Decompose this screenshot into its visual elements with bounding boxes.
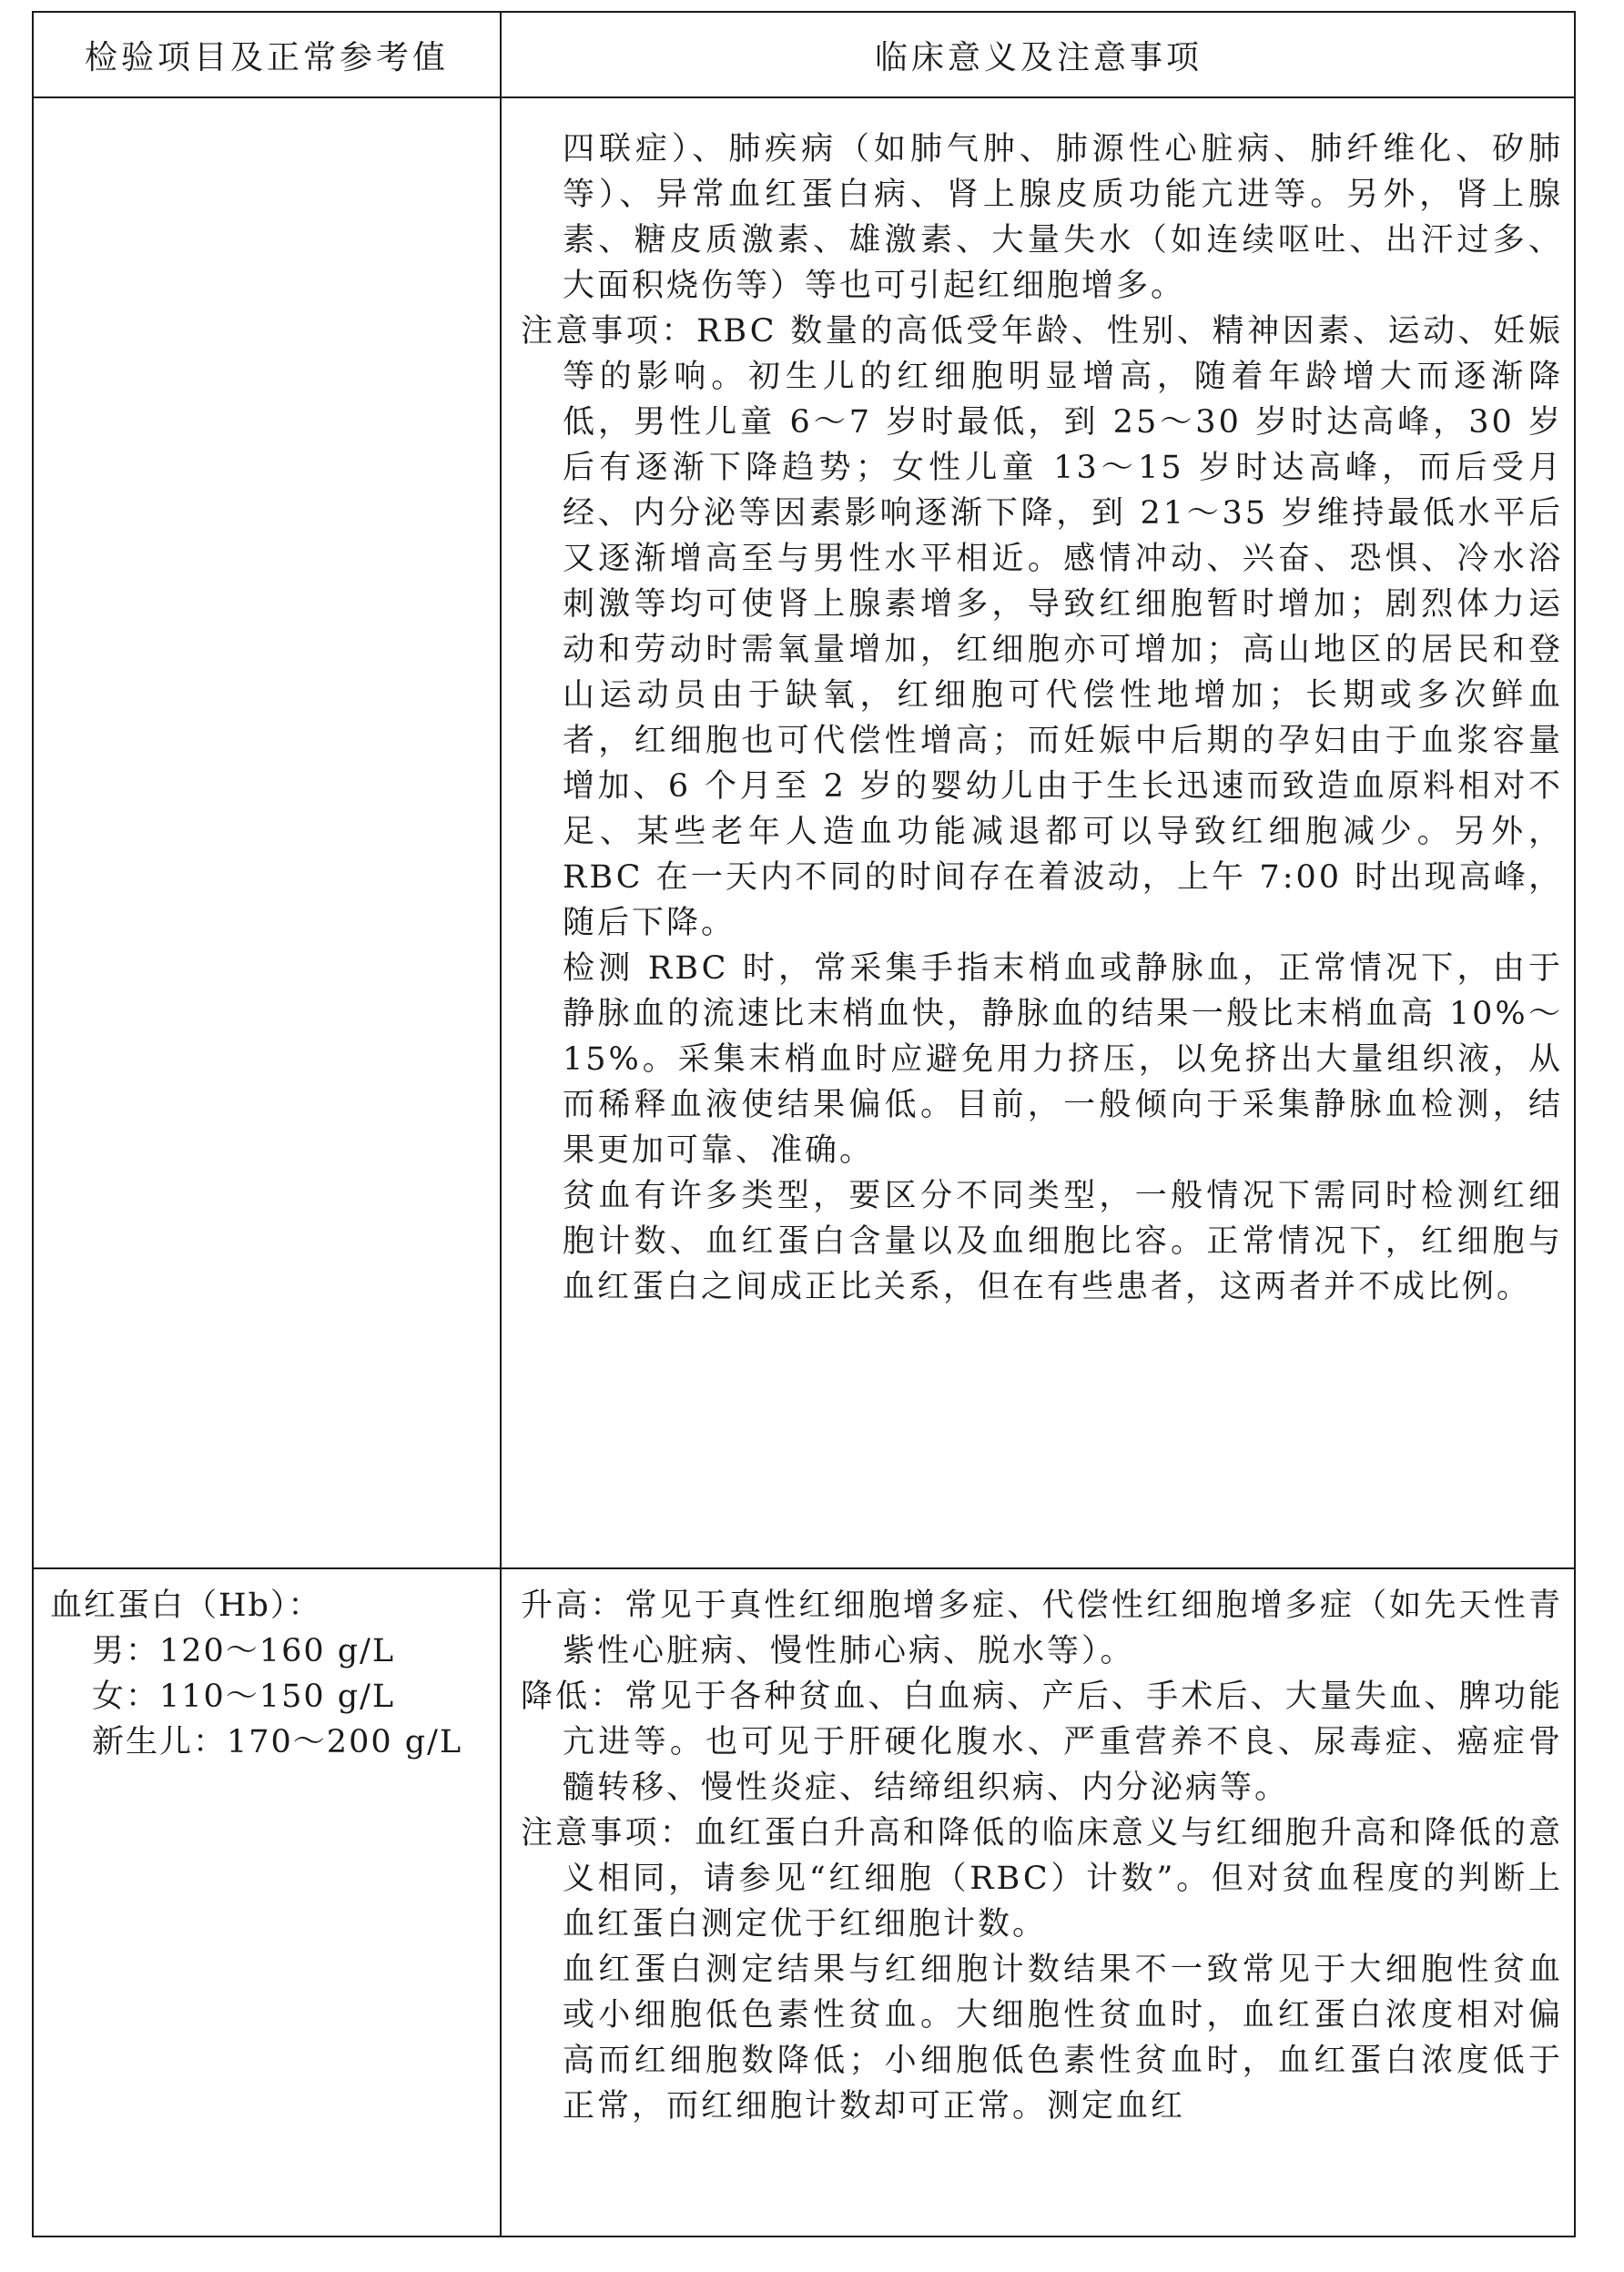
rbc-notes-cell	[521, 127, 1563, 1310]
header-clinical-significance: 临床意义及注意事项	[874, 38, 1203, 76]
hb-increase-paragraph: 升高：常见于真性红细胞增多症、代偿性红细胞增多症（如先天性青紫性心脏病、慢性肺心病、脱水等）。	[521, 1587, 1563, 1669]
rbc-sampling-paragraph: 检测 RBC 时，常采集手指末梢血或静脉血，正常情况下，由于静脉血的流速比末梢血快，静脉血的结果一般比末梢血高 10%～15%。采集末梢血时应避免用力挤压，以免挤出大量组织液，从而稀释血液使结果偏低。目前，一般倾向于采集静脉血检测，结果更加可靠、准确。	[563, 950, 1563, 1169]
hb-notes-cell	[521, 1583, 1563, 2129]
rbc-precautions-paragraph: 注意事项：RBC 数量的高低受年龄、性别、精神因素、运动、妊娠等的影响。初生儿的红细胞明显增高，随着年龄增大而逐渐降低，男性儿童 6～7 岁时最低，到 25～30 岁时达高峰，30 岁后有逐渐下降趋势；女性儿童 13～15 岁时达高峰，而后受月经、内分泌等因素影响逐渐下降，到 21～35 岁维持最低水平后又逐渐增高至与男性水平相近。感情冲动、兴奋、恐惧、冷水浴刺激等均可使肾上腺素增多，导致红细胞暂时增加；剧烈体力运动和劳动时需氧量增加，红细胞亦可增加；高山地区的居民和登山运动员由于缺氧，红细胞可代偿性地增加；长期或多次鲜血者，红细胞也可代偿性增高；而妊娠中后期的孕妇由于血浆容量增加、6 个月至 2 岁的婴幼儿由于生长迅速而致造血原料相对不足、某些老年人造血功能减退都可以导致红细胞减少。另外，RBC 在一天内不同的时间存在着波动，上午 7:00 时出现高峰，随后下降。	[521, 313, 1563, 941]
hb-title: 血红蛋白（Hb）：	[50, 1587, 322, 1624]
hb-newborn-range: 新生儿：170～200 g/L	[92, 1724, 463, 1760]
hb-reference-cell	[50, 1583, 487, 1765]
table-header	[34, 13, 1574, 98]
hb-male-range: 男：120～160 g/L	[92, 1633, 396, 1669]
hb-decrease-paragraph: 降低：常见于各种贫血、白血病、产后、手术后、大量失血、脾功能亢进等。也可见于肝硬化腹水、严重营养不良、尿毒症、癌症骨髓转移、慢性炎症、结缔组织病、内分泌病等。	[521, 1679, 1563, 1806]
rbc-continued-paragraph: 四联症）、肺疾病（如肺气肿、肺源性心脏病、肺纤维化、矽肺等）、异常血红蛋白病、肾上腺皮质功能亢进等。另外，肾上腺素、糖皮质激素、雄激素、大量失水（如连续呕吐、出汗过多、大面积烧伤等）等也可引起红细胞增多。	[563, 131, 1563, 304]
header-test-items: 检验项目及正常参考值	[84, 38, 449, 76]
reference-table	[32, 11, 1576, 2237]
hb-female-range: 女：110～150 g/L	[92, 1679, 396, 1715]
hb-precautions-paragraph: 注意事项：血红蛋白升高和降低的临床意义与红细胞升高和降低的意义相同，请参见“红细胞（RBC）计数”。但对贫血程度的判断上血红蛋白测定优于红细胞计数。	[521, 1815, 1563, 1942]
column-divider	[500, 13, 502, 2236]
rbc-anemia-paragraph: 贫血有许多类型，要区分不同类型，一般情况下需同时检测红细胞计数、血红蛋白含量以及血细胞比容。正常情况下，红细胞与血红蛋白之间成正比关系，但在有些患者，这两者并不成比例。	[563, 1178, 1563, 1305]
row-divider	[34, 1567, 1574, 1569]
hb-discrepancy-paragraph: 血红蛋白测定结果与红细胞计数结果不一致常见于大细胞性贫血或小细胞低色素性贫血。大细胞性贫血时，血红蛋白浓度相对偏高而红细胞数降低；小细胞低色素性贫血时，血红蛋白浓度低于正常，而红细胞计数却可正常。测定血红	[563, 1952, 1563, 2125]
